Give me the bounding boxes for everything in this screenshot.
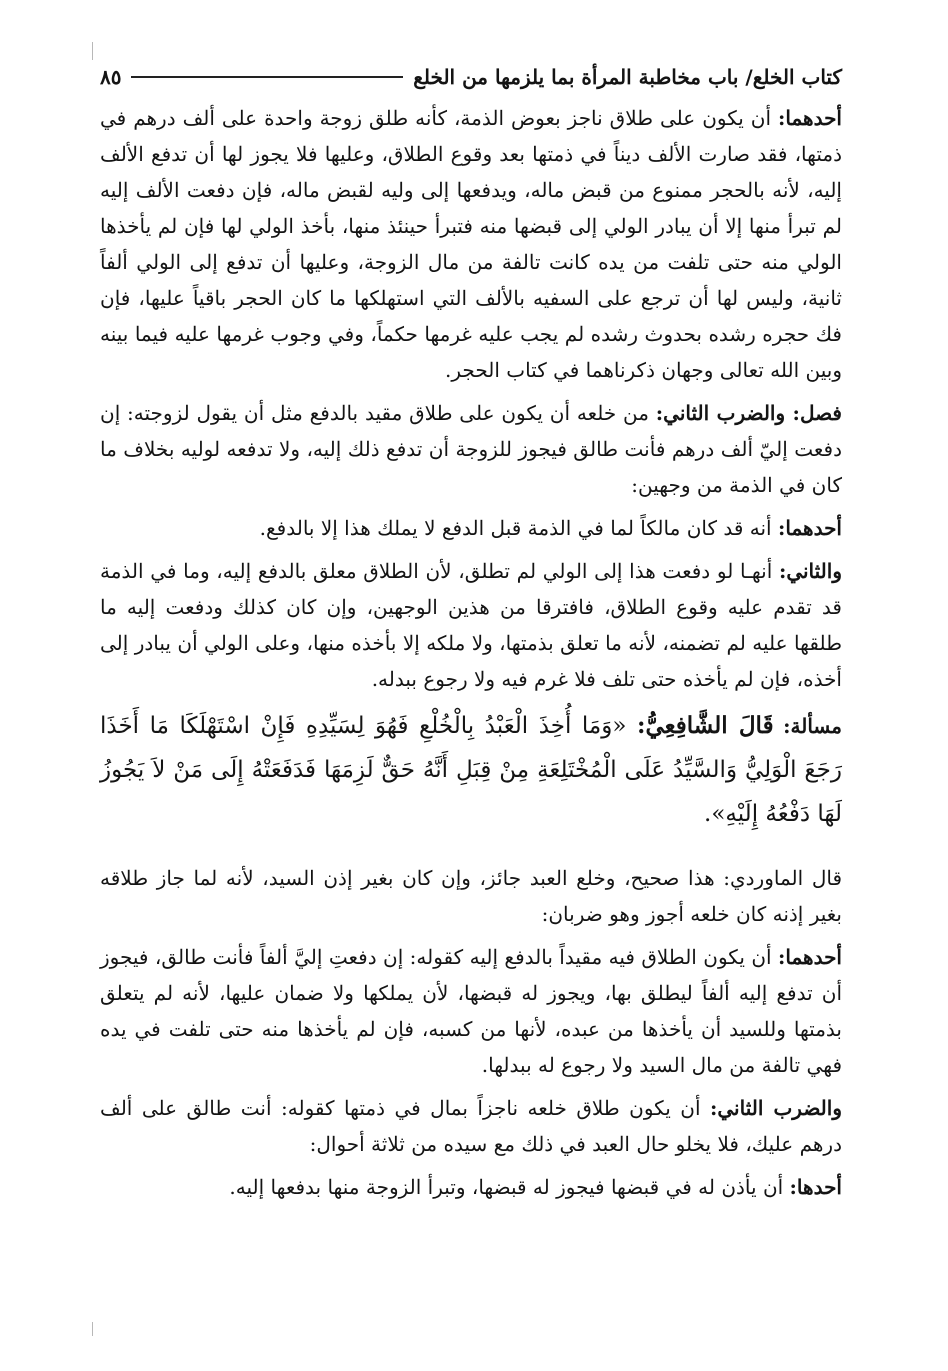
running-title: كتاب الخلع/ باب مخاطبة المرأة بما يلزمها من الخلع [413, 65, 842, 89]
book-page [100, 58, 842, 1212]
paragraph-4 [100, 553, 842, 697]
paragraph-2 [100, 395, 842, 503]
masala-paragraph [100, 704, 842, 836]
running-header [100, 58, 842, 96]
paragraph-lead: والثاني: [778, 559, 842, 583]
paragraph-3 [100, 510, 842, 546]
paragraph-lead: أحدهما: [777, 945, 842, 969]
paragraph-text: أن يكون طلاق خلعه ناجزاً بمال في ذمتها كقوله: أنت طالق على ألف درهم عليك، فلا يخلو حال العبد في ذلك مع سيده من ثلاثة أحوال: [100, 1096, 842, 1156]
paragraph-text: من خلعه أن يكون على طلاق مقيد بالدفع مثل أن يقول لزوجته: إن دفعت إليّ ألف درهم فأنت طالق فيجوز للزوجة أن تدفع ذلك إليه، ولا تدفعه لوليه بخلاف ما كان في الذمة من وجهين: [100, 401, 842, 497]
quoted-text: «وَمَا أُخِذَ الْعَبْدُ بِالْخُلْعِ فَهُوَ لِسَيِّدِهِ فَإِنْ اسْتَهْلَكَا مَا أَخَذَا رَجَعَ الْوَلِيُّ وَالسَّيِّدُ عَلَى الْمُخْتَلِعَةِ مِنْ قِبَلِ أَنَّهُ حَقٌّ لَزِمَهَا فَدَفَعَتْهُ إِلَى مَنْ لاَ يَجُوزُ لَهَا دَفْعُهُ إِلَيْهِ». [100, 713, 842, 827]
header-rule [131, 76, 403, 78]
scan-margin-mark [92, 42, 93, 60]
paragraph-lead: أحدهما: [777, 516, 842, 540]
page-number: ٨٥ [100, 65, 122, 89]
paragraph-text: قال الماوردي: هذا صحيح، وخلع العبد جائز، وإن كان بغير إذن السيد، لأنه لما جاز طلاقه بغير إذنه كان خلعه أجوز وهو ضربان: [100, 866, 843, 926]
paragraph-7 [100, 939, 842, 1083]
paragraph-lead: أحدها: [789, 1175, 842, 1199]
paragraph-text: أن يكون الطلاق فيه مقيداً بالدفع إليه كقوله: إن دفعتِ إليَّ ألفاً فأنت طالق، فيجوز أن تدفع إليه ألفاً ليطلق بها، ويجوز له قبضها، لأن يملكها ولا ضمان عليها، لأنه لم يتعلق بذمتها وللسيد أن يأخذها من عبده، لأنها من كسبه، فإن لم يأخذها منه حتى تلفت في يده فهي تالفة من مال السيد ولا رجوع له ببدلها. [100, 945, 842, 1077]
paragraph-text: أن يكون على طلاق ناجز بعوض الذمة، كأنه طلق زوجة واحدة على ألف درهم في ذمتها، فقد صارت الألف ديناً في ذمتها بعد وقوع الطلاق، وعليها فلا يجوز لها أن تدفع الألف إليه، لأنه بالحجر ممنوع من قبض ماله، ويدفعها إلى وليه لقبض ماله، فإن دفعت الألف إليه لم تبرأ منها إلا أن يبادر الولي إلى قبضها منه فتبرأ حينئذ منها، بأخذ الولي لها فإن لم يأخذها الولي منه حتى تلفت من يده كانت تالفة من مال الزوجة، وعليها أن تدفع إلى الولي ألفاً ثانية، وليس لها أن ترجع على السفيه بالألف التي استهلكها ما كان الحجر باقياً عليها، فإن فك حجره رشده بحدوث رشده لم يجب عليه غرمها حكماً، وفي وجوب غرمها عليه فيما بينه وبين الله تعالى وجهان ذكرناهما في كتاب الحجر. [100, 106, 842, 382]
paragraph-text: أنه قد كان مالكاً لما في الذمة قبل الدفع لا يملك هذا إلا بالدفع. [259, 516, 778, 540]
quote-attribution: قَالَ الشَّافِعِيُّ: [636, 712, 774, 739]
paragraph-lead: أحدهما: [777, 106, 842, 130]
paragraph-text: أنهـا لو دفعت هذا إلى الولي لم تطلق، لأن الطلاق معلق بالدفع إليه، وما في الذمة قد تقدم عليه وقوع الطلاق، فافترقا من هذين الوجهين، وإن كان كذلك ودفعت إليه ما طلقها عليه لم تضمنه، لأنه ما تعلق بذمتها، ولا ملكه إلا بأخذه منها، وعلى الولي أن يبادر إلى أخذه، فإن لم يأخذه حتى تلف فلا غرم فيه ولا رجوع ببدله. [100, 559, 842, 691]
paragraph-text: أن يأذن له في قبضها فيجوز له قبضها، وتبرأ الزوجة منها بدفعها إليه. [229, 1175, 790, 1199]
paragraph-lead: والضرب الثاني: [710, 1096, 842, 1120]
paragraph-lead: مسألة: [783, 714, 842, 738]
scan-margin-mark [92, 1322, 93, 1336]
paragraph-6 [100, 860, 842, 932]
paragraph-9 [100, 1169, 842, 1205]
paragraph-1 [100, 100, 842, 388]
paragraph-8 [100, 1090, 842, 1162]
paragraph-lead: فصل: والضرب الثاني: [655, 401, 842, 425]
